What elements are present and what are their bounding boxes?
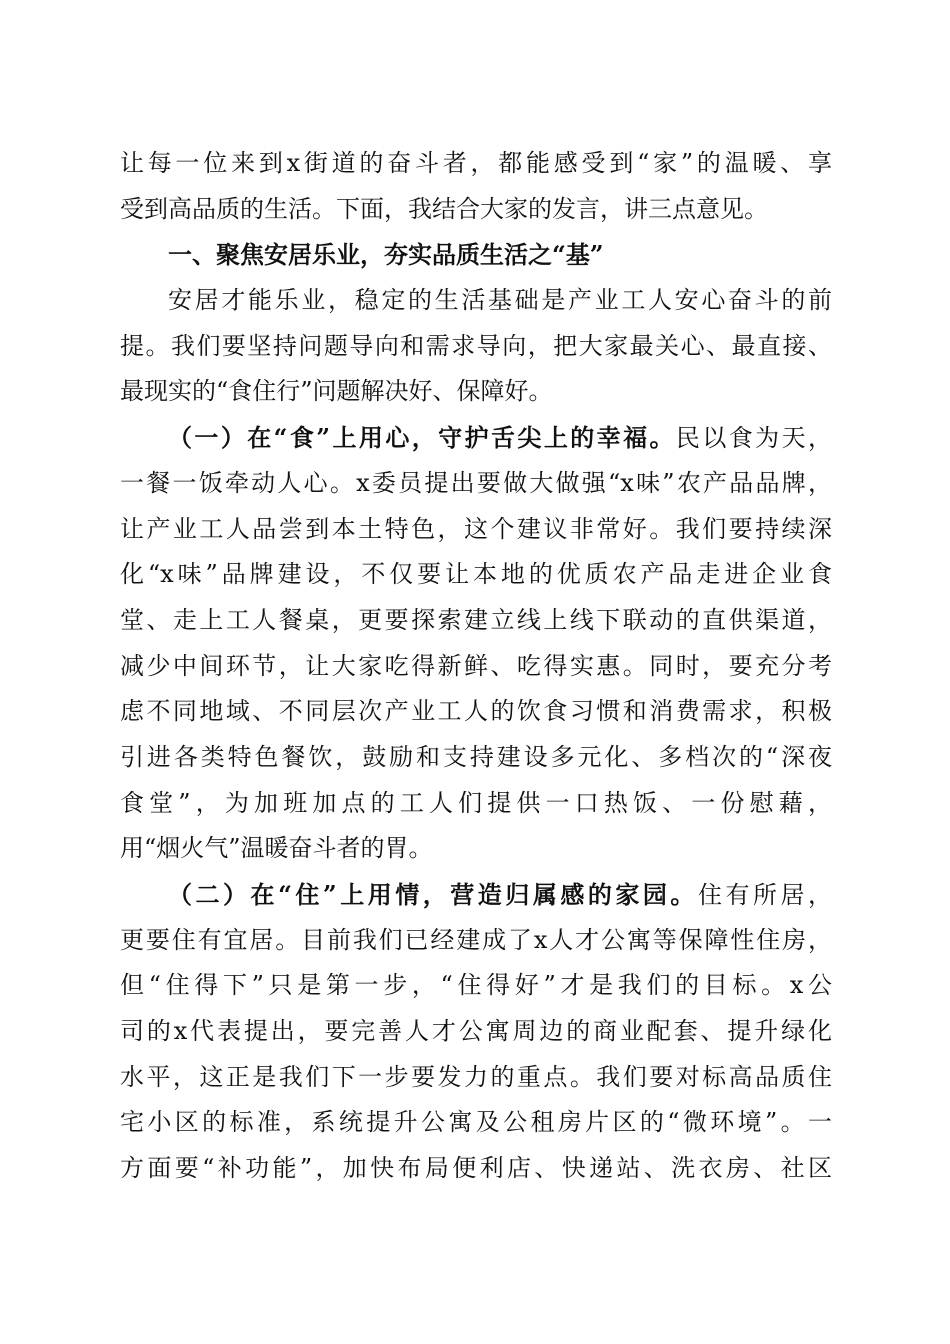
text-line: 提。我们要坚持问题导向和需求导向，把大家最关心、最直接、 [120,331,832,360]
text-line: 用“烟火气”温暖奋斗者的胃。 [120,834,433,863]
text-line: 虑不同地域、不同层次产业工人的饮食习惯和消费需求，积极 [120,697,832,726]
text-line: 更要住有宜居。目前我们已经建成了x人才公寓等保障性住房， [120,925,832,954]
text-line: 化“x味”品牌建设，不仅要让本地的优质农产品走进企业食 [120,560,832,589]
text-line: 安居才能乐业，稳定的生活基础是产业工人安心奋斗的前 [168,286,832,315]
subsection-title: （一）在“食”上用心，守护舌尖上的幸福。 [168,423,676,453]
text-span: 住有所居， [697,881,833,909]
text-line: 但“住得下”只是第一步，“住得好”才是我们的目标。x公 [120,971,832,1000]
text-line [120,415,832,461]
text-line: 让每一位来到x街道的奋斗者，都能感受到“家”的温暖、享 [120,149,832,177]
text-line: 让产业工人品尝到本土特色，这个建议非常好。我们要持续深 [120,514,832,543]
text-span: 民以食为天， [675,424,832,453]
text-line: 堂、走上工人餐桌，更要探索建立线上线下联动的直供渠道， [120,605,832,634]
text-line: 方面要“补功能”，加快布局便利店、快递站、洗衣房、社区 [120,1154,832,1183]
text-line: 宅小区的标准，系统提升公寓及公租房片区的“微环境”。一 [120,1108,832,1137]
text-line: 水平，这正是我们下一步要发力的重点。我们要对标高品质住 [120,1062,832,1091]
text-line: 最现实的“食住行”问题解决好、保障好。 [120,377,553,406]
text-line: 引进各类特色餐饮，鼓励和支持建设多元化、多档次的“深夜 [120,742,832,771]
text-line [120,872,832,918]
document-page [120,141,832,1192]
text-line: 司的x代表提出，要完善人才公寓周边的商业配套、提升绿化 [120,1017,832,1046]
text-line: 一餐一饭牵动人心。x委员提出要做大做强“x味”农产品品牌， [120,468,832,497]
subsection-title: （二）在“住”上用情，营造归属感的家园。 [168,880,698,909]
section-heading: 一、聚焦安居乐业，夯实品质生活之“基” [168,240,604,270]
text-line: 减少中间环节，让大家吃得新鲜、吃得实惠。同时，要充分考 [120,651,832,680]
text-line: 受到高品质的生活。下面，我结合大家的发言，讲三点意见。 [120,194,768,223]
text-line: 食堂”，为加班加点的工人们提供一口热饭、一份慰藉， [120,788,832,817]
